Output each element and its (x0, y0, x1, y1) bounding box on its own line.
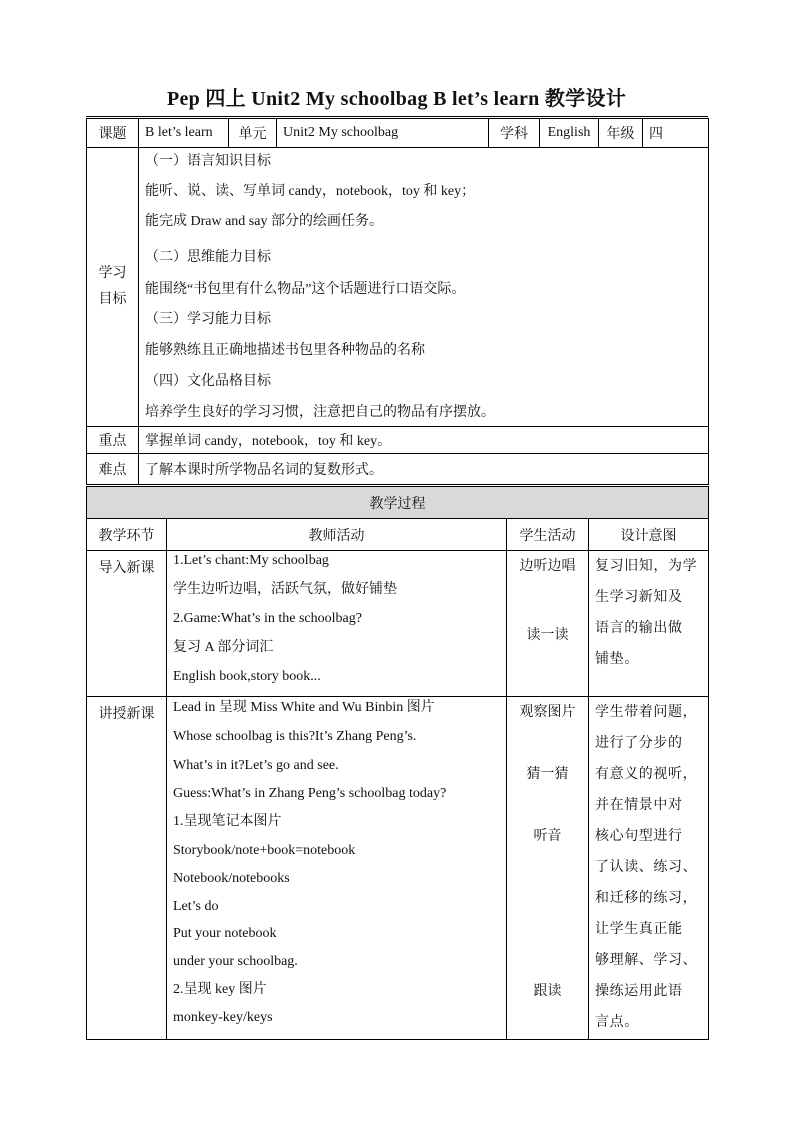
process-header: 教学过程 (87, 487, 709, 519)
intent-line: 进行了分步的 (595, 736, 683, 751)
teacher-line: Let’s do (173, 899, 219, 914)
goals-label (87, 148, 139, 427)
student-line: 猜一猜 (526, 767, 569, 782)
stage-cell: 讲授新课 (87, 697, 167, 1040)
student-line (507, 889, 588, 920)
nianji-value: 四 (643, 119, 709, 148)
page-title: Pep 四上 Unit2 My schoolbag B let’s learn 教学设计 (166, 88, 627, 110)
intent-line: 学生带着问题， (595, 705, 698, 720)
teacher-cell (167, 697, 507, 1040)
goals-content (139, 148, 709, 427)
table-row (87, 551, 709, 697)
student-cell (507, 697, 589, 1040)
goals-label-1: 学习 (98, 266, 127, 281)
intent-line: 铺垫。 (595, 652, 639, 667)
col-header-teacher: 教师活动 (167, 519, 507, 551)
teacher-line: 1.呈现笔记本图片 (173, 814, 282, 829)
teacher-line: 复习 A 部分词汇 (173, 640, 274, 655)
col-header-student: 学生活动 (507, 519, 589, 551)
student-line: 跟读 (533, 984, 562, 999)
nianji-label: 年级 (599, 119, 643, 148)
goal-line: 能完成 Draw and say 部分的绘画任务。 (145, 214, 383, 229)
teacher-line: 1.Let’s chant:My schoolbag (173, 553, 329, 568)
intent-line: 够理解、学习、 (595, 953, 698, 968)
difficulty-value: 了解本课时所学物品名词的复数形式。 (139, 454, 709, 485)
intent-line: 让学生真正能 (595, 922, 683, 937)
goal-line: （三）学习能力目标 (145, 312, 271, 327)
goal-line: 能够熟练且正确地描述书包里各种物品的名称 (145, 343, 425, 358)
col-header-intent: 设计意图 (589, 519, 709, 551)
teacher-line: Notebook/notebooks (173, 871, 290, 886)
teacher-line: What’s in it?Let’s go and see. (173, 758, 339, 773)
intent-line: 了认读、练习、 (595, 860, 698, 875)
intent-line: 语言的输出做 (595, 621, 683, 636)
title-rule (86, 116, 708, 117)
keti-label: 课题 (87, 119, 139, 148)
intent-line: 有意义的视听， (595, 767, 698, 782)
student-cell (507, 551, 589, 697)
teacher-line: Lead in 呈现 Miss White and Wu Binbin 图片 (173, 700, 435, 715)
goal-line: （四）文化品格目标 (145, 374, 271, 389)
intent-line: 复习旧知，为学 (595, 559, 698, 574)
process-table (86, 486, 709, 1040)
teacher-line: Storybook/note+book=notebook (173, 843, 356, 858)
stage-cell: 导入新课 (87, 551, 167, 697)
student-line (507, 734, 588, 765)
teacher-cell (167, 551, 507, 697)
intent-cell (589, 551, 709, 697)
xueke-label: 学科 (489, 119, 540, 148)
student-line: 边听边唱 (519, 559, 576, 574)
key-point-label: 重点 (87, 427, 139, 454)
teacher-line: Whose schoolbag is this?It’s Zhang Peng’s. (173, 729, 417, 744)
table-row (87, 697, 709, 1040)
intent-line: 和迁移的练习， (595, 891, 698, 906)
teacher-line: Guess:What’s in Zhang Peng’s schoolbag today? (173, 786, 447, 801)
intent-line: 并在情景中对 (595, 798, 683, 813)
intent-line: 言点。 (595, 1015, 639, 1030)
info-table (86, 118, 709, 485)
student-line (507, 580, 588, 603)
key-point-value: 掌握单词 candy，notebook，toy 和 key。 (139, 427, 709, 454)
teacher-line: English book,story book... (173, 669, 321, 684)
intent-line: 操练运用此语 (595, 984, 683, 999)
teacher-line: monkey-key/keys (173, 1010, 273, 1025)
teacher-line: 2.呈现 key 图片 (173, 982, 267, 997)
teacher-line: Put your notebook (173, 926, 277, 941)
danyuan-value: Unit2 My schoolbag (277, 119, 489, 148)
goal-line: 能听、说、读、写单词 candy，notebook，toy 和 key； (145, 184, 476, 199)
col-header-stage: 教学环节 (87, 519, 167, 551)
teacher-line: under your schoolbag. (173, 954, 298, 969)
student-line (507, 920, 588, 951)
student-line (507, 796, 588, 827)
intent-line: 生学习新知及 (595, 590, 683, 605)
goal-line: （一）语言知识目标 (145, 154, 271, 169)
student-line: 观察图片 (519, 705, 576, 720)
goal-line: 能围绕“书包里有什么物品”这个话题进行口语交际。 (145, 282, 466, 297)
difficulty-label: 难点 (87, 454, 139, 485)
intent-line: 核心句型进行 (595, 829, 683, 844)
student-line (507, 603, 588, 626)
teacher-line: 学生边听边唱，活跃气氛，做好铺垫 (173, 582, 397, 597)
keti-value: B let’s learn (139, 119, 229, 148)
student-line (507, 951, 588, 982)
student-line: 听音 (533, 829, 562, 844)
xueke-value: English (540, 119, 599, 148)
student-line: 读一读 (526, 628, 569, 643)
student-line (507, 858, 588, 889)
teacher-line: 2.Game:What’s in the schoolbag? (173, 611, 362, 626)
goal-line: 培养学生良好的学习习惯，注意把自己的物品有序摆放。 (145, 405, 495, 420)
goal-line: （二）思维能力目标 (145, 250, 271, 265)
goals-label-2: 目标 (98, 292, 127, 307)
intent-cell (589, 697, 709, 1040)
danyuan-label: 单元 (229, 119, 277, 148)
